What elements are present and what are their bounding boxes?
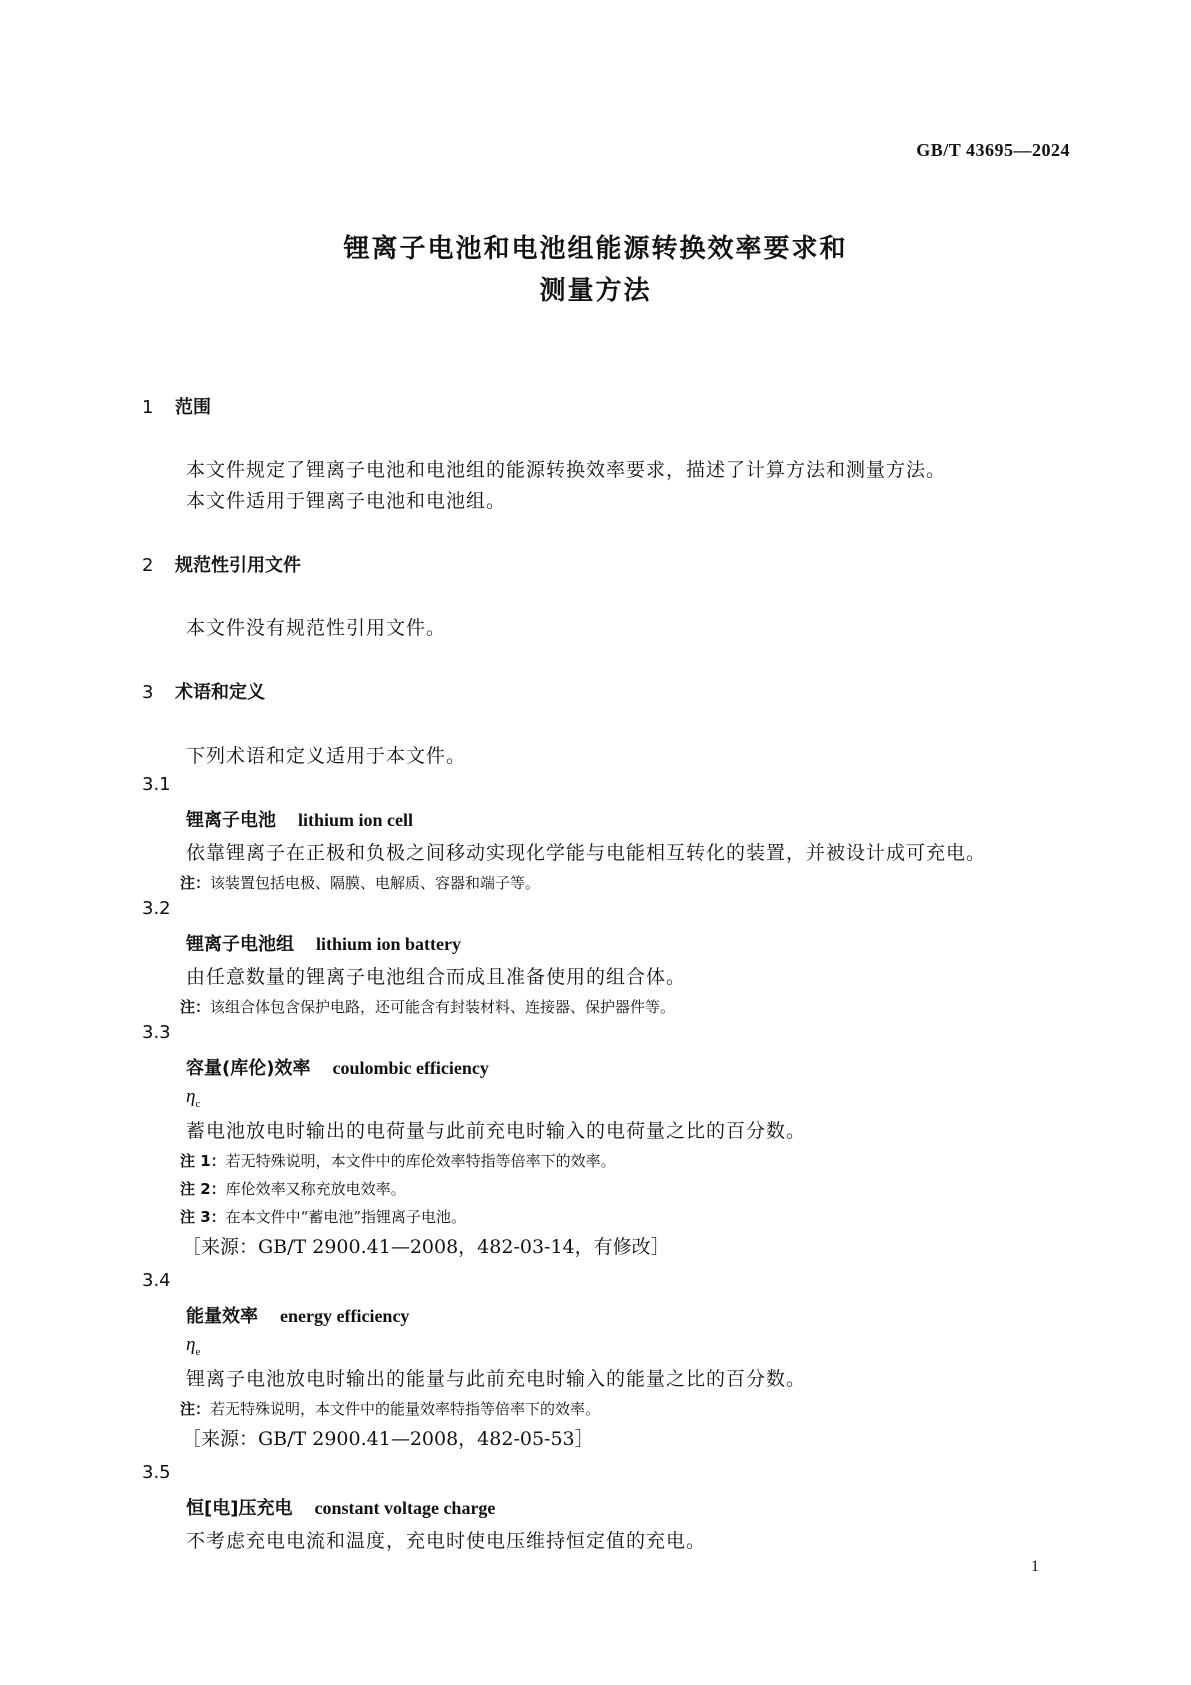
term-symbol — [186, 1334, 200, 1358]
term-entry — [186, 1494, 495, 1520]
section-heading-terms — [142, 678, 265, 704]
clause-number: 3.3 — [142, 1022, 171, 1043]
section-title: 术语和定义 — [175, 682, 265, 703]
term-definition: 锂离子电池放电时输出的能量与此前充电时输入的能量之比的百分数。 — [186, 1368, 807, 1390]
paragraph: 本文件适用于锂离子电池和电池组。 — [186, 490, 507, 512]
paragraph: 本文件没有规范性引用文件。 — [186, 617, 447, 639]
term-definition: 蓄电池放电时输出的电荷量与此前充电时输入的电荷量之比的百分数。 — [186, 1120, 807, 1142]
symbol-subscript: e — [195, 1345, 201, 1358]
document-title-line-2: 测量方法 — [539, 276, 652, 306]
term-definition: 依靠锂离子在正极和负极之间移动实现化学能与电能相互转化的装置，并被设计成可充电。 — [186, 842, 987, 864]
section-title: 范围 — [175, 397, 211, 418]
term-en: coulombic efficiency — [332, 1058, 489, 1078]
symbol-eta: η — [186, 1334, 196, 1355]
term-definition: 由任意数量的锂离子电池组合而成且准备使用的组合体。 — [186, 966, 687, 988]
term-zh: 容量(库伦)效率 — [186, 1058, 311, 1079]
note-text: 库伦效率又称充放电效率。 — [225, 1180, 406, 1198]
section-number: 2 — [142, 555, 154, 576]
term-entry — [186, 1054, 489, 1080]
note — [180, 872, 540, 893]
section-number: 1 — [142, 397, 154, 418]
term-en: energy efficiency — [280, 1306, 410, 1326]
section-heading-scope — [142, 393, 211, 419]
term-en: lithium ion battery — [316, 934, 462, 954]
note — [180, 1206, 466, 1227]
term-entry — [186, 930, 461, 956]
note-text: 在本文件中“蓄电池”指锂离子电池。 — [225, 1208, 467, 1226]
note-label: 注 2： — [180, 1180, 226, 1198]
term-zh: 恒[电]压充电 — [186, 1498, 293, 1519]
section-number: 3 — [142, 682, 154, 703]
note — [180, 1178, 406, 1199]
source-reference: ［来源：GB/T 2900.41—2008，482-03-14，有修改］ — [182, 1236, 670, 1258]
note-label: 注： — [180, 874, 211, 892]
section-title: 规范性引用文件 — [175, 555, 301, 576]
note-label: 注 1： — [180, 1152, 226, 1170]
clause-number: 3.2 — [142, 898, 171, 919]
document-title-line-1: 锂离子电池和电池组能源转换效率要求和 — [343, 234, 848, 264]
note-label: 注： — [180, 998, 211, 1016]
note-label: 注 3： — [180, 1208, 226, 1226]
standard-number: GB/T 43695—2024 — [916, 140, 1070, 160]
note-text: 该装置包括电极、隔膜、电解质、容器和端子等。 — [210, 874, 541, 892]
symbol-subscript: c — [195, 1097, 201, 1110]
term-en: lithium ion cell — [298, 810, 414, 830]
term-definition: 不考虑充电电流和温度，充电时使电压维持恒定值的充电。 — [186, 1530, 707, 1552]
note — [180, 996, 675, 1017]
section-heading-normative-references — [142, 551, 301, 577]
term-zh: 能量效率 — [186, 1306, 258, 1327]
clause-number: 3.5 — [142, 1462, 171, 1483]
note-text: 若无特殊说明，本文件中的能量效率特指等倍率下的效率。 — [210, 1400, 601, 1418]
term-zh: 锂离子电池组 — [186, 934, 294, 955]
term-zh: 锂离子电池 — [186, 810, 276, 831]
note-text: 该组合体包含保护电路，还可能含有封装材料、连接器、保护器件等。 — [210, 998, 676, 1016]
page-number: 1 — [1031, 1558, 1039, 1575]
paragraph: 本文件规定了锂离子电池和电池组的能源转换效率要求，描述了计算方法和测量方法。 — [186, 459, 947, 481]
clause-number: 3.1 — [142, 774, 171, 795]
note-text: 若无特殊说明，本文件中的库伦效率特指等倍率下的效率。 — [225, 1152, 616, 1170]
note-label: 注： — [180, 1400, 211, 1418]
term-symbol — [186, 1086, 200, 1110]
term-entry — [186, 1302, 409, 1328]
note — [180, 1398, 600, 1419]
note — [180, 1150, 616, 1171]
paragraph: 下列术语和定义适用于本文件。 — [186, 745, 467, 767]
term-entry — [186, 806, 413, 832]
clause-number: 3.4 — [142, 1270, 171, 1291]
term-en: constant voltage charge — [314, 1498, 496, 1518]
symbol-eta: η — [186, 1086, 196, 1107]
source-reference: ［来源：GB/T 2900.41—2008，482-05-53］ — [182, 1428, 594, 1450]
